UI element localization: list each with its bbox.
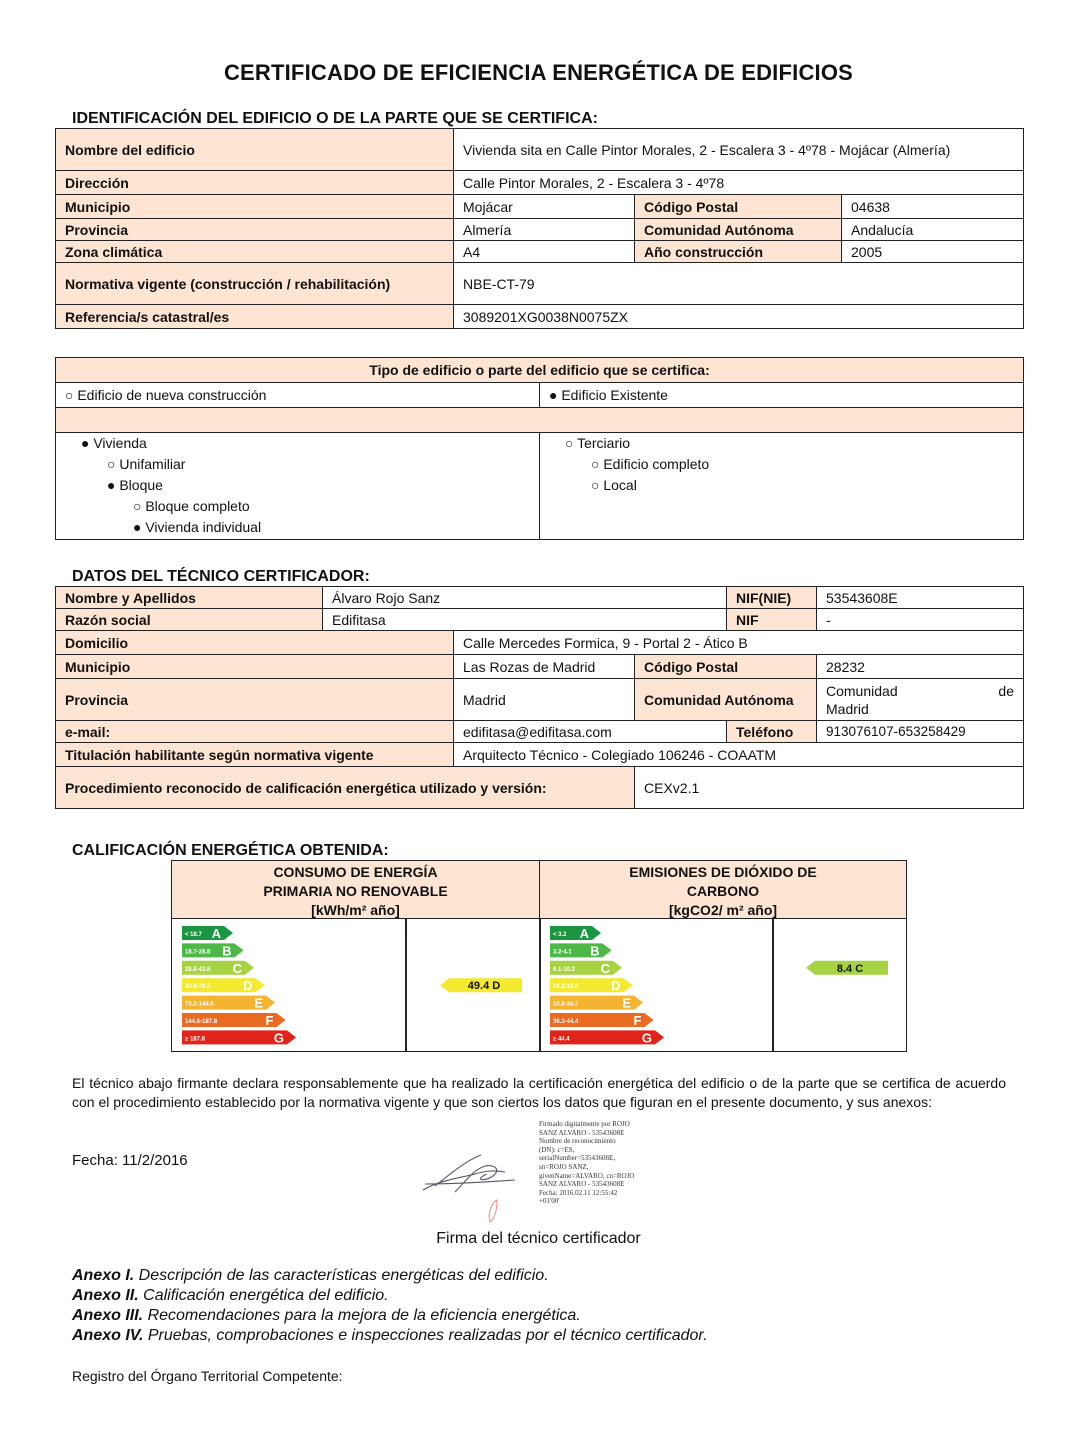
page-title: CERTIFICADO DE EFICIENCIA ENERGÉTICA DE EDIFICIOS [223, 60, 854, 85]
rating-range-label: 36.3-44.4 [553, 1019, 579, 1025]
rating-range-label: 28.8-43.8 [185, 966, 211, 973]
domicilio-value: Calle Mercedes Formica, 9 - Portal 2 - Ático B [454, 631, 1024, 655]
tecnico-municipio-value: Las Rozas de Madrid [454, 655, 635, 679]
rating-range-label: ≥ 187.8 [185, 1036, 205, 1043]
rating-letter: D [611, 978, 621, 994]
anexo-item [72, 1306, 708, 1326]
fecha: Fecha: 11/2/2016 [72, 1152, 188, 1169]
digital-signature-line: givenName=ALVARO, cn=ROJO [539, 1171, 635, 1180]
anexo-number: Anexo IV. [72, 1327, 144, 1344]
municipio-label: Municipio [56, 195, 454, 219]
razon-value: Edifitasa [323, 609, 727, 631]
rating-range-label: < 18.7 [185, 932, 202, 938]
rating-scales [172, 919, 906, 1051]
nombre-edificio-label: Nombre del edificio [56, 129, 454, 171]
telefono-value: 913076107-653258429 [817, 721, 1024, 743]
anexo-item [72, 1266, 708, 1286]
ident-table [55, 128, 1024, 329]
rating-letter: B [590, 943, 600, 959]
anexo-item [72, 1286, 708, 1306]
terciario-option: ○ Terciario [565, 435, 630, 451]
anexo-text: Recomendaciones para la mejora de la eficiencia energética. [143, 1307, 581, 1324]
direccion-label: Dirección [56, 171, 454, 195]
rating-letter: F [633, 1013, 642, 1028]
emisiones-header-line2: CARBONO [686, 883, 760, 899]
tecnico-cp-value: 28232 [817, 655, 1024, 679]
tecnico-municipio-label: Municipio [56, 655, 454, 679]
signature-scribble [415, 1140, 525, 1230]
normativa-value: NBE-CT-79 [454, 263, 1024, 305]
rating-letter: C [600, 960, 610, 976]
rating-range-label: 15.8-36.3 [553, 1001, 579, 1008]
rating-result-value: 49.4 D [467, 980, 501, 993]
rating-letter: B [222, 943, 232, 959]
consumo-header-line1: CONSUMO DE ENERGÍA [273, 864, 438, 880]
edificio-nueva-option: ○ Edificio de nueva construcción [56, 383, 540, 408]
rating-range-label: 18.7-28.8 [185, 949, 211, 956]
rating-box [171, 860, 907, 1052]
rating-range-label: 43.8-70.2 [185, 984, 211, 991]
municipio-value: Mojácar [454, 195, 635, 219]
rating-range-label: 70.2-144.6 [185, 1001, 214, 1008]
rating-range-label: 6.1-10.2 [553, 966, 576, 973]
firma-label: Firma del técnico certificador [436, 1230, 641, 1247]
procedimiento-label: Procedimiento reconocido de calificación energética utilizado y versión: [56, 767, 635, 809]
vivienda-option: ● Vivienda [81, 435, 147, 451]
digital-signature-text [539, 1120, 679, 1206]
declaracion-text: El técnico abajo firmante declara responsablemente que ha realizado la certificación energética del edificio o de la parte que se certifica de acuerdo con el procedimiento establecido por la normativa vigente y que son ciertos los datos que figuran en el presente documento, y sus anexos: [72, 1075, 1006, 1110]
cp-value: 04638 [842, 195, 1024, 219]
tecnico-nombre-label: Nombre y Apellidos [56, 587, 323, 609]
rating-letter: C [232, 960, 242, 976]
tecnico-ccaa-label: Comunidad Autónoma [635, 679, 817, 721]
provincia-label: Provincia [56, 219, 454, 241]
direccion-value: Calle Pintor Morales, 2 - Escalera 3 - 4º78 [454, 171, 1024, 195]
unifamiliar-option: ○ Unifamiliar [107, 456, 186, 472]
edificio-existente-option: ● Edificio Existente [540, 383, 1024, 408]
ccaa-value: Andalucía [842, 219, 1024, 241]
tecnico-nombre-value: Álvaro Rojo Sanz [323, 587, 727, 609]
anexo-text: Calificación energética del edificio. [138, 1287, 389, 1304]
nifnie-value: 53543608E [817, 587, 1024, 609]
emisiones-header-line1: EMISIONES DE DIÓXIDO DE [629, 864, 817, 880]
rating-letter: E [622, 995, 631, 1011]
consumo-header-unit: [kWh/m² año] [311, 902, 400, 918]
nifnie-label: NIF(NIE) [727, 587, 817, 609]
digital-signature-line: +01'00' [539, 1197, 560, 1206]
email-label: e-mail: [56, 721, 454, 743]
zona-value: A4 [454, 241, 635, 263]
tecnico-table [55, 586, 1024, 809]
emisiones-header-unit: [kgCO2/ m² año] [668, 902, 778, 918]
bloque-option: ● Bloque [107, 477, 163, 493]
anexos-list [72, 1266, 708, 1346]
tipo-table [55, 357, 1024, 540]
rating-range-label: 3.2-4.1 [553, 949, 572, 956]
rating-letter: D [243, 978, 253, 994]
rating-range-label: 144.6-187.8 [185, 1019, 218, 1025]
rating-letter: A [579, 926, 589, 941]
digital-signature-line: Nombre de reconocimiento [539, 1137, 616, 1146]
tecnico-cp-label: Código Postal [635, 655, 817, 679]
catastral-value: 3089201XG0038N0075ZX [454, 305, 1024, 329]
normativa-label: Normativa vigente (construcción / rehabilitación) [56, 263, 454, 305]
terciario-options [540, 433, 1024, 540]
rating-range-label: 10.2-15.8 [553, 984, 579, 991]
bloque-completo-option: ○ Bloque completo [133, 498, 250, 514]
local-option: ○ Local [591, 477, 637, 493]
procedimiento-value: CEXv2.1 [635, 767, 1024, 809]
tecnico-provincia-value: Madrid [454, 679, 635, 721]
calificacion-heading: CALIFICACIÓN ENERGÉTICA OBTENIDA: [72, 842, 389, 859]
digital-signature-line: serialNumber=53543608E, [539, 1154, 616, 1163]
tipo-spacer [56, 408, 1024, 433]
digital-signature-line: Firmado digitalmente por ROJO [539, 1120, 630, 1128]
edificio-completo-option: ○ Edificio completo [591, 456, 710, 472]
rating-letter: G [641, 1030, 652, 1046]
anexo-number: Anexo II. [72, 1287, 139, 1304]
vivienda-individual-option: ● Vivienda individual [133, 519, 262, 535]
telefono-label: Teléfono [727, 721, 817, 743]
titulacion-value: Arquitecto Técnico - Colegiado 106246 - COAATM [454, 743, 1024, 767]
razon-label: Razón social [56, 609, 323, 631]
vivienda-options [56, 433, 540, 540]
nif-value: - [817, 609, 1024, 631]
anexo-text: Descripción de las características energéticas del edificio. [134, 1267, 549, 1284]
tecnico-heading: DATOS DEL TÉCNICO CERTIFICADOR: [72, 568, 370, 585]
domicilio-label: Domicilio [56, 631, 454, 655]
catastral-label: Referencia/s catastral/es [56, 305, 454, 329]
rating-range-label: < 3.2 [553, 932, 567, 938]
cp-label: Código Postal [635, 195, 842, 219]
anexo-text: Pruebas, comprobaciones e inspecciones realizadas por el técnico certificador. [143, 1327, 708, 1344]
titulacion-label: Titulación habilitante según normativa vigente [56, 743, 454, 767]
tecnico-provincia-label: Provincia [56, 679, 454, 721]
digital-signature-line: SANZ ALVARO - 53543608E [539, 1180, 625, 1189]
digital-signature-line: sn=ROJO SANZ, [539, 1162, 589, 1171]
zona-label: Zona climática [56, 241, 454, 263]
digital-signature-line: Fecha: 2016.02.11 12:55:42 [539, 1188, 618, 1197]
anexo-number: Anexo III. [72, 1307, 144, 1324]
tecnico-ccaa-value: Comunidad de Madrid [817, 679, 1024, 721]
tipo-header: Tipo de edificio o parte del edificio que se certifica: [56, 358, 1024, 383]
consumo-header-line2: PRIMARIA NO RENOVABLE [263, 883, 448, 899]
anexo-number: Anexo I. [72, 1267, 135, 1284]
rating-range-label: ≥ 44.4 [553, 1036, 570, 1043]
rating-letter: A [211, 926, 221, 941]
rating-result-value: 8.4 C [836, 962, 864, 975]
anio-value: 2005 [842, 241, 1024, 263]
provincia-value: Almería [454, 219, 635, 241]
digital-signature-line: (DN): c=ES, [539, 1145, 575, 1154]
emisiones-header [540, 861, 906, 919]
nif-label: NIF [727, 609, 817, 631]
rating-letter: G [273, 1030, 284, 1046]
rating-letter: E [254, 995, 263, 1011]
consumo-header [172, 861, 540, 919]
ident-heading: IDENTIFICACIÓN DEL EDIFICIO O DE LA PARTE QUE SE CERTIFICA: [72, 110, 598, 127]
anio-label: Año construcción [635, 241, 842, 263]
anexo-item [72, 1326, 708, 1346]
registro-text: Registro del Órgano Territorial Competente: [72, 1368, 343, 1384]
ccaa-label: Comunidad Autónoma [635, 219, 842, 241]
digital-signature-line: SANZ ALVARO - 53543608E [539, 1128, 625, 1137]
nombre-edificio-value: Vivienda sita en Calle Pintor Morales, 2 - Escalera 3 - 4º78 - Mojácar (Almería) [454, 129, 1024, 171]
email-value: edifitasa@edifitasa.com [454, 721, 727, 743]
rating-letter: F [265, 1013, 274, 1028]
